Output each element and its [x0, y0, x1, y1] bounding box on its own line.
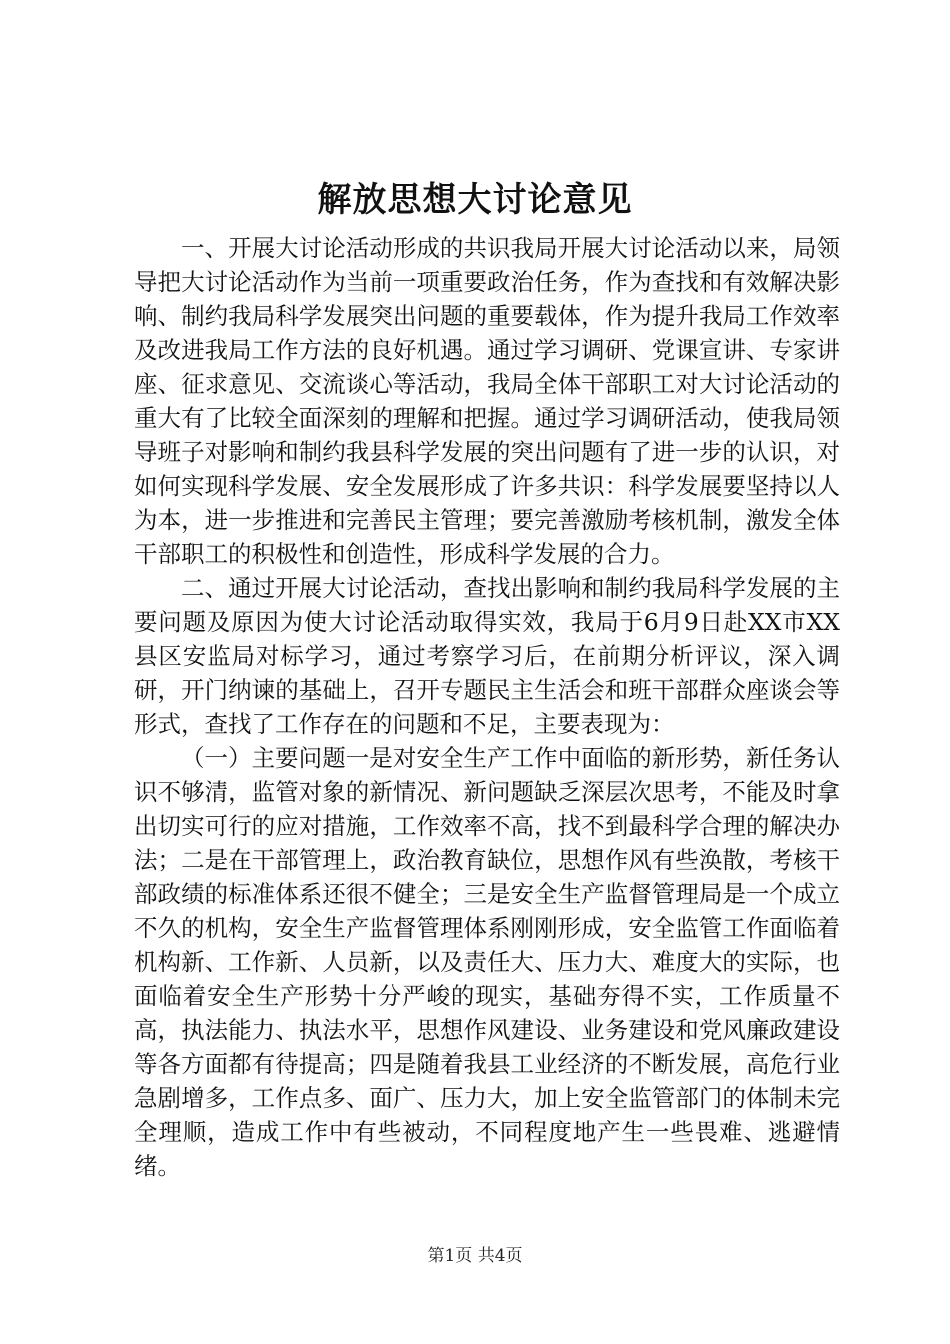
page-number-footer: 第1页 共4页 [427, 1246, 523, 1266]
paragraph-2: 二、通过开展大讨论活动，查找出影响和制约我局科学发展的主要问题及原因为使大讨论活动取得实效，我局于6月9日赴XX市XX县区安监局对标学习，通过考察学习后，在前期分析评议，深入调研，开门纳谏的基础上，召开专题民主生活会和班干部群众座谈会等形式，查找了工作存在的问题和不足，主要表现为： [134, 574, 840, 738]
page-title: 解放思想大讨论意见 [317, 180, 633, 220]
document-body [134, 231, 840, 1183]
paragraph-1: 一、开展大讨论活动形成的共识我局开展大讨论活动以来，局领导把大讨论活动作为当前一项重要政治任务，作为查找和有效解决影响、制约我局科学发展突出问题的重要载体，作为提升我局工作效率及改进我局工作方法的良好机遇。通过学习调研、党课宣讲、专家讲座、征求意见、交流谈心等活动，我局全体干部职工对大讨论活动的重大有了比较全面深刻的理解和把握。通过学习调研活动，使我局领导班子对影响和制约我县科学发展的突出问题有了进一步的认识，对如何实现科学发展、安全发展形成了许多共识：科学发展要坚持以人为本，进一步推进和完善民主管理；要完善激励考核机制，激发全体干部职工的积极性和创造性，形成科学发展的合力。 [134, 234, 840, 568]
paragraph-3: （一）主要问题一是对安全生产工作中面临的新形势，新任务认识不够清，监管对象的新情况、新问题缺乏深层次思考，不能及时拿出切实可行的应对措施，工作效率不高，找不到最科学合理的解决办法；二是在干部管理上，政治教育缺位，思想作风有些涣散，考核干部政绩的标准体系还很不健全；三是安全生产监督管理局是一个成立不久的机构，安全生产监督管理体系刚刚形成，安全监管工作面临着机构新、工作新、人员新，以及责任大、压力大、难度大的实际，也面临着安全生产形势十分严峻的现实，基础夯得不实，工作质量不高，执法能力、执法水平，思想作风建设、业务建设和党风廉政建设等各方面都有待提高；四是随着我县工业经济的不断发展，高危行业急剧增多，工作点多、面广、压力大，加上安全监管部门的体制未完全理顺，造成工作中有些被动，不同程度地产生一些畏难、逃避情绪。 [134, 744, 840, 1180]
